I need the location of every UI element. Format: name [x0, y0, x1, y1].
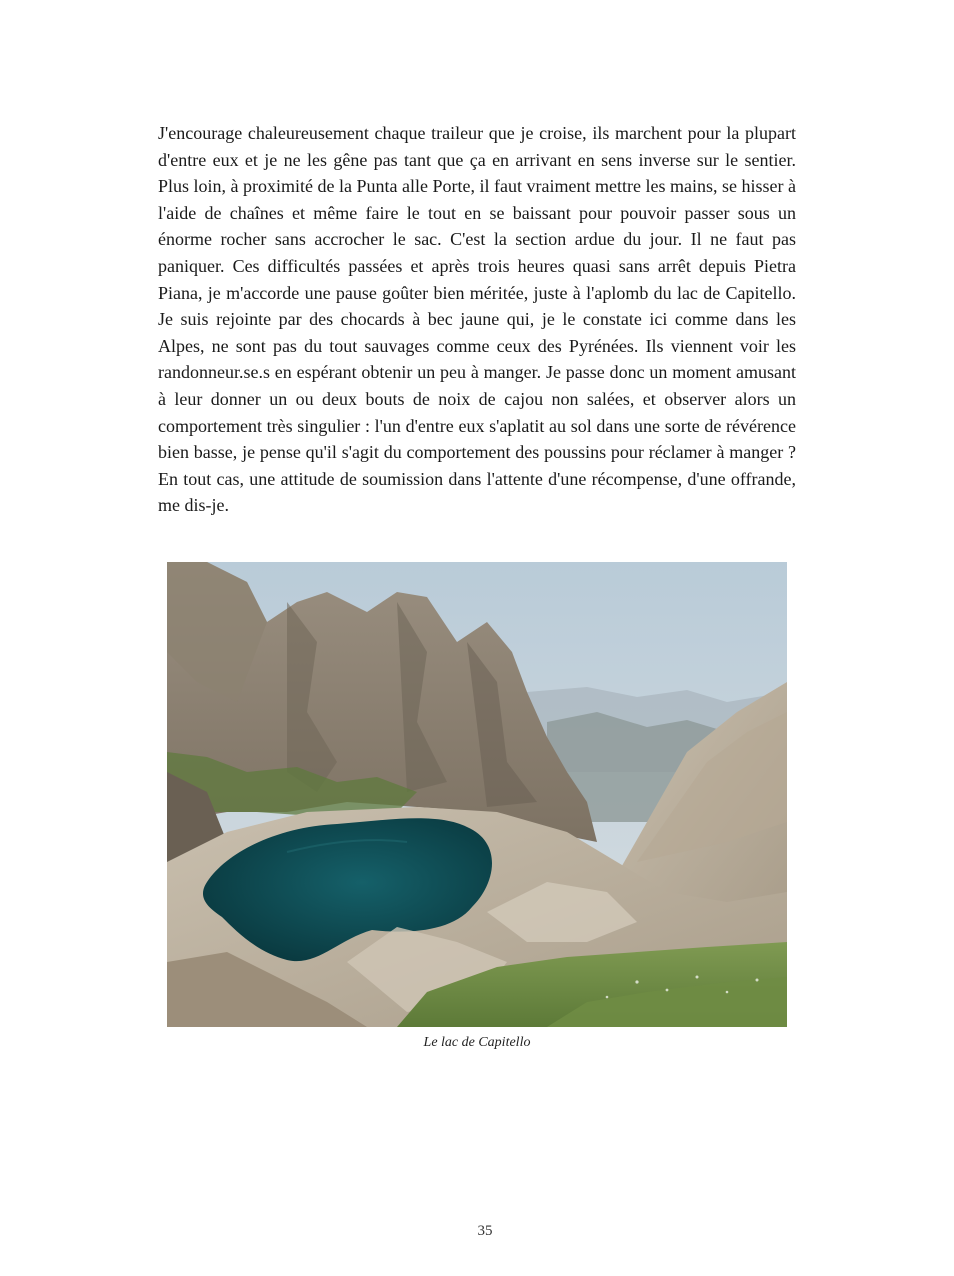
lake-photo	[167, 562, 787, 1027]
figure-caption: Le lac de Capitello	[423, 1035, 531, 1050]
body-paragraph: J'encourage chaleureusement chaque traileur que je croise, ils marchent pour la plupart d'entre eux et je ne les gêne pas tant que ça en arrivant en sens inverse sur le sentier. Plus loin, à proximité de la Punta alle Porte, il faut vraiment mettre les mains, se hisser à l'aide de chaînes et même faire le tout en se baissant pour pouvoir passer sous un énorme rocher sans accrocher le sac. C'est la section ardue du jour. Il ne faut pas paniquer. Ces difficultés passées et après trois heures quasi sans arrêt depuis Pietra Piana, je m'accorde une pause goûter bien méritée, juste à l'aplomb du lac de Capitello. Je suis rejointe par des chocards à bec jaune qui, je le constate ici comme dans les Alpes, ne sont pas du tout sauvages comme ceux des Pyrénées. Ils viennent voir les randonneur.se.s en espérant obtenir un peu à manger. Je passe donc un moment amusant à leur donner un ou deux bouts de noix de cajou non salées, et observer alors un comportement très singulier : l'un d'entre eux s'aplatit au sol dans une sorte de révérence bien basse, je pense qu'il s'agit du comportement des poussins pour réclamer à manger ? En tout cas, une attitude de soumission dans l'attente d'une récompense, d'une offrande, me dis-je.	[158, 123, 796, 516]
lake-photo-illustration	[167, 562, 787, 1027]
page-number: 35	[477, 1223, 493, 1239]
